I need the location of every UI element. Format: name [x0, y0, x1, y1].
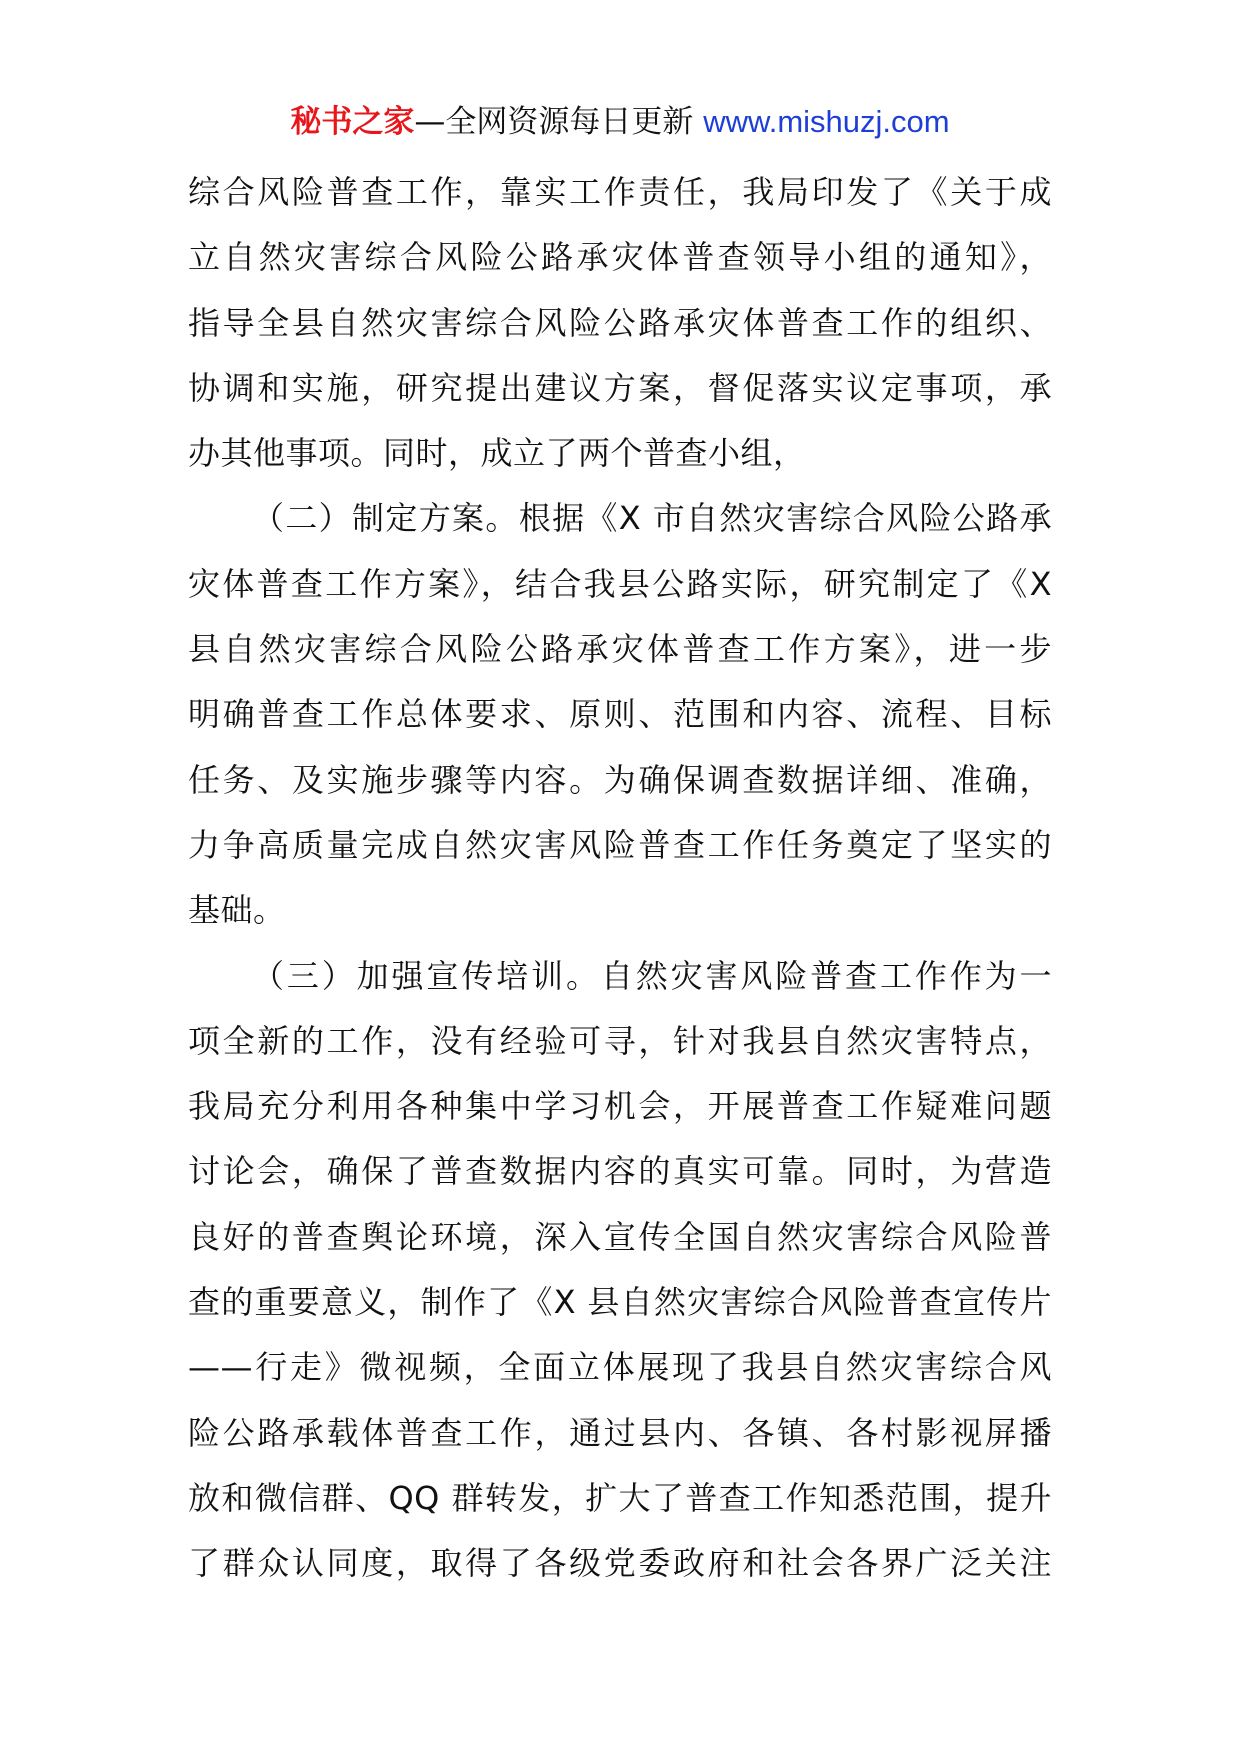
- text-line: 查的重要意义，制作了《X 县自然灾害综合风险普查宣传片: [188, 1283, 1052, 1322]
- text-line: 综合风险普查工作，靠实工作责任，我局印发了《关于成: [188, 173, 1052, 211]
- text-line: 了群众认同度，取得了各级党委政府和社会各界广泛关注: [188, 1544, 1052, 1583]
- text-line: 我局充分利用各种集中学习机会，开展普查工作疑难问题: [188, 1087, 1052, 1126]
- text-line: 立自然灾害综合风险公路承灾体普查领导小组的通知》，: [188, 238, 1052, 277]
- text-line: 办其他事项。同时，成立了两个普查小组，: [188, 434, 806, 473]
- text-line: 基础。: [188, 891, 286, 930]
- section-heading-line: （三）加强宣传培训。自然灾害风险普查工作作为一: [252, 956, 1052, 995]
- text-line: ——行走》微视频，全面立体展现了我县自然灾害综合风: [188, 1348, 1052, 1387]
- text-line: 明确普查工作总体要求、原则、范围和内容、流程、目标: [188, 695, 1052, 734]
- text-line: 灾体普查工作方案》，结合我县公路实际，研究制定了《X: [188, 564, 1052, 603]
- site-url-link[interactable]: www.mishuzj.com: [703, 104, 950, 139]
- text-line: 力争高质量完成自然灾害风险普查工作任务奠定了坚实的: [188, 825, 1052, 864]
- text-line: 良好的普查舆论环境，深入宣传全国自然灾害综合风险普: [188, 1217, 1052, 1256]
- text-line: 县自然灾害综合风险公路承灾体普查工作方案》，进一步: [188, 630, 1052, 669]
- section-heading-line: （二）制定方案。根据《X 市自然灾害综合风险公路承: [252, 499, 1052, 538]
- header-slogan: —全网资源每日更新: [414, 104, 694, 140]
- brand-name: 秘书之家: [290, 104, 415, 140]
- page-header: [0, 100, 1240, 144]
- text-line: 指导全县自然灾害综合风险公路承灾体普查工作的组织、: [188, 303, 1052, 342]
- text-line: 放和微信群、QQ 群转发，扩大了普查工作知悉范围，提升: [188, 1478, 1052, 1517]
- text-line: 任务、及实施步骤等内容。为确保调查数据详细、准确，: [188, 760, 1052, 799]
- text-line: 讨论会，确保了普查数据内容的真实可靠。同时，为营造: [188, 1152, 1052, 1191]
- text-line: 项全新的工作，没有经验可寻，针对我县自然灾害特点，: [188, 1021, 1052, 1060]
- text-line: 险公路承载体普查工作，通过县内、各镇、各村影视屏播: [188, 1413, 1052, 1452]
- text-line: 协调和实施，研究提出建议方案，督促落实议定事项，承: [188, 368, 1052, 407]
- document-body: [188, 160, 1052, 1597]
